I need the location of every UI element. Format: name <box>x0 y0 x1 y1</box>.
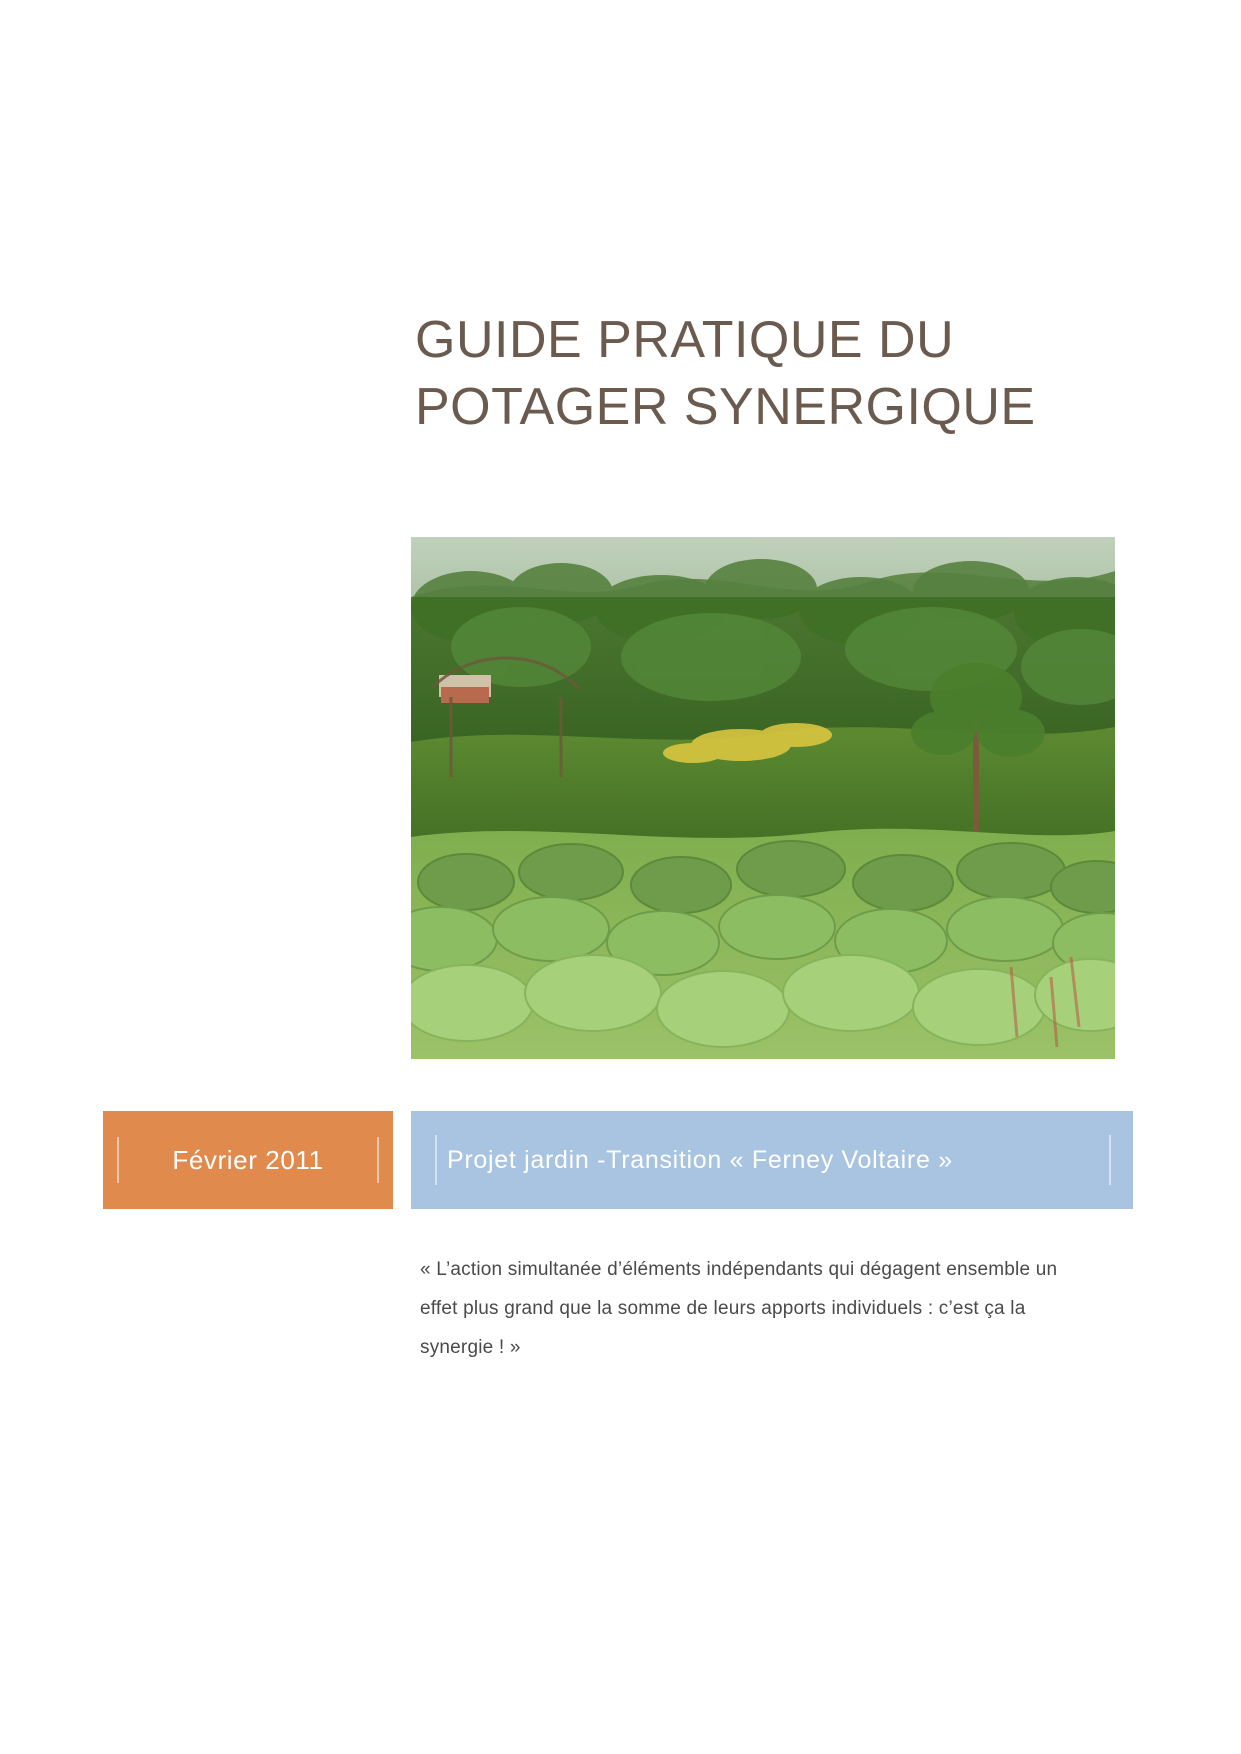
project-banner <box>411 1111 1133 1209</box>
project-banner-rule-left <box>435 1135 437 1185</box>
project-label: Projet jardin -Transition « Ferney Voltaire » <box>447 1145 953 1174</box>
cover-image-illustration <box>411 537 1115 1059</box>
date-banner-rule-left <box>117 1137 119 1183</box>
page-title: GUIDE PRATIQUE DU POTAGER SYNERGIQUE <box>415 310 1036 437</box>
cover-quote: « L’action simultanée d’éléments indépendants qui dégagent ensemble un effet plus grand que la somme de leurs apports individuels : c’est ça la synergie ! » <box>420 1259 1058 1358</box>
date-label: Février 2011 <box>172 1144 324 1175</box>
banner-gap <box>393 1111 411 1209</box>
cover-image <box>411 537 1115 1059</box>
date-banner-rule-right <box>377 1137 379 1183</box>
project-banner-rule-right <box>1109 1135 1111 1185</box>
date-banner <box>103 1111 393 1209</box>
cover-banner <box>103 1111 1133 1209</box>
